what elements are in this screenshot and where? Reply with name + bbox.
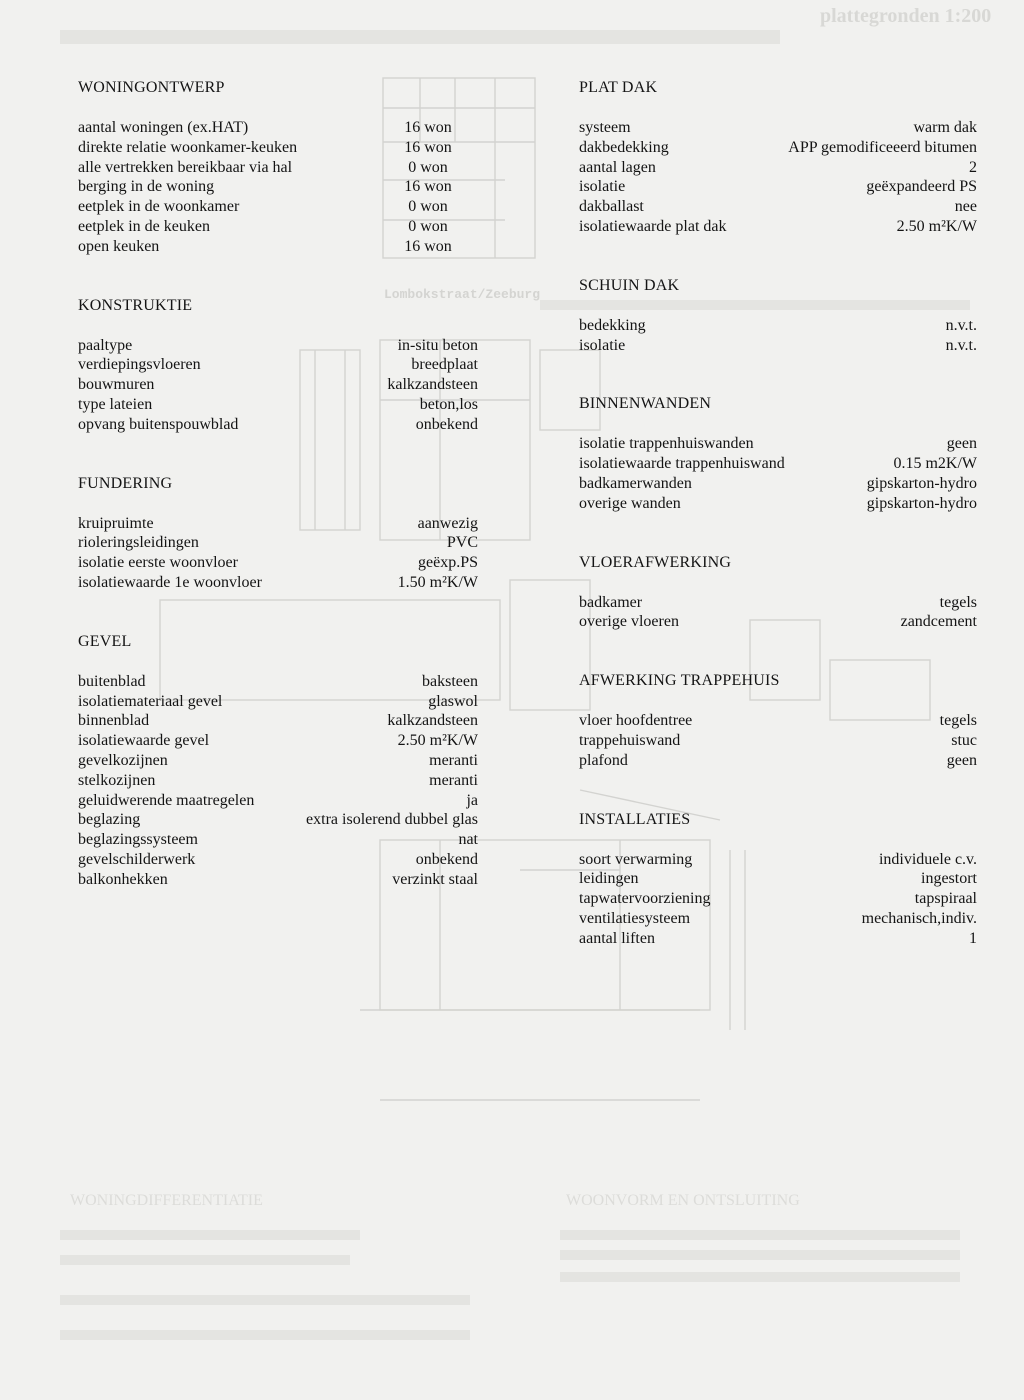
spec-value: gipskarton-hydro: [866, 474, 977, 492]
spec-row: [78, 415, 478, 435]
spec-label: geluidwerende maatregelen: [78, 791, 255, 809]
section-title: PLAT DAK: [579, 79, 658, 96]
spec-row: [579, 138, 977, 158]
spec-row: [78, 573, 478, 593]
spec-label: beglazing: [78, 811, 141, 829]
spec-label: isolatie eerste woonvloer: [78, 554, 238, 572]
spec-label: systeem: [579, 119, 631, 136]
spec-label: vloer hoofdentree: [579, 712, 693, 730]
spec-value: ja: [466, 791, 478, 809]
spec-row: [78, 771, 478, 791]
spec-label: isolatiewaarde trappenhuiswand: [579, 455, 785, 473]
spec-label: eetplek in de woonkamer: [78, 198, 240, 216]
spec-label: badkamerwanden: [579, 474, 692, 492]
spec-label: isolatie trappenhuiswanden: [579, 435, 754, 453]
spec-value: 16 won: [404, 237, 452, 255]
spec-value: verzinkt staal: [392, 870, 478, 888]
section-title: SCHUIN DAK: [579, 276, 680, 294]
spec-label: berging in de woning: [78, 178, 215, 196]
spec-label: eetplek in de keuken: [78, 217, 210, 235]
spec-label: isolatiewaarde 1e woonvloer: [78, 573, 262, 591]
spec-row: [78, 672, 478, 692]
spec-label: overige vloeren: [579, 613, 679, 631]
spec-row: [78, 692, 478, 712]
spec-label: paaltype: [78, 336, 133, 354]
spec-label: isolatiemateriaal gevel: [78, 692, 223, 710]
spec-value: geen: [946, 435, 977, 453]
spec-value: meranti: [429, 771, 478, 789]
spec-label: bouwmuren: [78, 376, 155, 394]
faded-footer-left-title: WONINGDIFFERENTIATIE: [70, 1192, 263, 1209]
spec-label: beglazingssysteem: [78, 831, 198, 849]
spec-row: [579, 474, 977, 494]
section-fundering: [78, 474, 478, 593]
spec-value: tapspiraal: [914, 890, 977, 908]
spec-label: tapwatervoorziening: [579, 890, 711, 908]
spec-value: kalkzandsteen: [387, 712, 478, 730]
spec-row: [78, 830, 478, 850]
spec-row: [78, 336, 478, 356]
spec-value: tegels: [939, 712, 977, 730]
spec-value: ingestort: [921, 870, 977, 888]
spec-row: [579, 434, 977, 454]
faded-footer-right-title: WOONVORM EN ONTSLUITING: [566, 1192, 800, 1209]
spec-value: gipskarton-hydro: [866, 494, 977, 512]
spec-label: plafond: [579, 751, 628, 769]
section-installaties: [579, 810, 977, 949]
spec-value: geëxp.PS: [418, 554, 478, 572]
spec-label: isolatiewaarde plat dak: [579, 217, 727, 235]
spec-value: individuele c.v.: [878, 850, 977, 868]
spec-row: [579, 889, 977, 909]
spec-label: gevelkozijnen: [78, 751, 168, 769]
faded-header-text: plattegronden 1:200: [820, 5, 992, 27]
spec-label: overige wanden: [579, 494, 681, 512]
spec-row: [78, 791, 478, 811]
spec-row: [579, 593, 977, 613]
spec-value: 16 won: [404, 178, 452, 196]
spec-row: [579, 316, 977, 336]
spec-label: dakbedekking: [579, 138, 669, 156]
section-afwerking-trappehuis: [579, 671, 977, 770]
spec-value: baksteen: [422, 672, 478, 690]
spec-row: [78, 355, 478, 375]
right-specification-column: [579, 78, 977, 949]
spec-label: buitenblad: [78, 672, 146, 690]
section-vloerafwerking: [579, 553, 977, 633]
spec-value: kalkzandsteen: [387, 376, 478, 394]
spec-value: tegels: [939, 593, 977, 611]
spec-row: [579, 454, 977, 474]
left-specification-column: [78, 78, 478, 890]
spec-row: [78, 514, 478, 534]
spec-value: n.v.t.: [945, 316, 977, 334]
spec-value: n.v.t.: [945, 336, 977, 354]
spec-row: [78, 751, 478, 771]
spec-value: 0 won: [408, 158, 448, 176]
section-plat-dak: [579, 78, 977, 237]
spec-row: [579, 197, 977, 217]
spec-value: geëxpandeerd PS: [866, 178, 977, 196]
faded-street-text: Lombokstraat/Zeeburg: [384, 287, 541, 302]
spec-label: bedekking: [579, 316, 646, 334]
spec-value: mechanisch,indiv.: [861, 909, 977, 927]
section-title: INSTALLATIES: [579, 810, 691, 828]
spec-row: [579, 711, 977, 731]
spec-label: aantal woningen (ex.HAT): [78, 119, 249, 136]
spec-value: zandcement: [900, 613, 977, 631]
spec-value: APP gemodificeeerd bitumen: [788, 138, 977, 156]
spec-row: [78, 158, 478, 178]
spec-row: [78, 375, 478, 395]
section-binnenwanden: [579, 394, 977, 513]
spec-label: type lateien: [78, 395, 153, 413]
spec-label: direkte relatie woonkamer-keuken: [78, 138, 298, 156]
spec-label: balkonhekken: [78, 870, 168, 888]
section-title: BINNENWANDEN: [579, 395, 712, 413]
spec-row: [579, 217, 977, 237]
spec-row: [78, 870, 478, 890]
spec-value: beton,los: [419, 395, 478, 413]
spec-row: [78, 850, 478, 870]
spec-value: warm dak: [913, 119, 977, 136]
spec-row: [78, 217, 478, 237]
spec-label: binnenblad: [78, 712, 150, 730]
spec-label: leidingen: [579, 870, 639, 888]
spec-row: [579, 158, 977, 178]
spec-row: [579, 909, 977, 929]
spec-row: [78, 553, 478, 573]
section-woningontwerp: [78, 78, 478, 257]
spec-label: aantal liften: [579, 929, 655, 947]
spec-value: 16 won: [404, 119, 452, 136]
spec-row: [579, 612, 977, 632]
spec-label: kruipruimte: [78, 514, 154, 532]
spec-label: rioleringsleidingen: [78, 534, 199, 552]
spec-value: meranti: [429, 751, 478, 769]
spec-value: 0 won: [408, 198, 448, 216]
spec-value: glaswol: [428, 692, 478, 710]
spec-row: [579, 850, 977, 870]
spec-label: open keuken: [78, 237, 160, 255]
spec-value: 1: [969, 929, 977, 947]
spec-row: [78, 711, 478, 731]
spec-row: [579, 177, 977, 197]
section-gevel: [78, 632, 478, 890]
spec-value: 16 won: [404, 138, 452, 156]
spec-value: onbekend: [415, 415, 478, 433]
spec-value: onbekend: [415, 850, 478, 868]
spec-label: opvang buitenspouwblad: [78, 415, 239, 433]
spec-label: gevelschilderwerk: [78, 850, 196, 868]
spec-value: 1.50 m²K/W: [397, 573, 478, 591]
spec-value: 2.50 m²K/W: [397, 732, 478, 750]
spec-row: [78, 197, 478, 217]
spec-row: [579, 869, 977, 889]
spec-value: 2.50 m²K/W: [896, 217, 977, 235]
spec-label: trappehuiswand: [579, 731, 681, 749]
spec-value: extra isolerend dubbel glas: [306, 811, 478, 829]
section-title: VLOERAFWERKING: [579, 553, 732, 571]
spec-label: soort verwarming: [579, 850, 693, 868]
spec-value: nat: [458, 831, 478, 849]
spec-label: isolatie: [579, 178, 626, 196]
spec-row: [78, 395, 478, 415]
spec-label: dakballast: [579, 198, 644, 216]
spec-row: [579, 929, 977, 949]
section-title: KONSTRUKTIE: [78, 296, 193, 314]
spec-value: in-situ beton: [397, 336, 478, 354]
spec-value: 0.15 m2K/W: [893, 455, 977, 473]
spec-value: 0 won: [408, 217, 448, 235]
spec-label: ventilatiesysteem: [579, 909, 691, 927]
spec-value: aanwezig: [417, 514, 478, 532]
spec-value: nee: [954, 198, 977, 216]
section-title: AFWERKING TRAPPEHUIS: [579, 672, 780, 690]
spec-label: stelkozijnen: [78, 771, 156, 789]
spec-row: [78, 118, 478, 138]
spec-row: [78, 177, 478, 197]
spec-row: [78, 138, 478, 158]
spec-row: [78, 237, 478, 257]
spec-row: [78, 533, 478, 553]
section-schuin-dak: [579, 276, 977, 356]
spec-row: [579, 118, 977, 138]
spec-row: [579, 731, 977, 751]
spec-label: alle vertrekken bereikbaar via hal: [78, 158, 293, 176]
spec-value: PVC: [446, 534, 478, 552]
section-title: FUNDERING: [78, 474, 173, 492]
spec-row: [579, 494, 977, 514]
spec-label: isolatie: [579, 336, 626, 354]
spec-value: breedplaat: [411, 356, 478, 374]
spec-label: badkamer: [579, 593, 643, 611]
spec-row: [78, 810, 478, 830]
spec-row: [78, 731, 478, 751]
spec-value: 2: [969, 158, 977, 176]
spec-value: stuc: [951, 731, 977, 749]
section-konstruktie: [78, 296, 478, 435]
spec-value: geen: [946, 751, 977, 769]
section-title: GEVEL: [78, 632, 132, 650]
spec-label: aantal lagen: [579, 158, 656, 176]
spec-label: verdiepingsvloeren: [78, 356, 201, 374]
spec-row: [579, 336, 977, 356]
spec-row: [579, 751, 977, 771]
spec-label: isolatiewaarde gevel: [78, 732, 210, 750]
section-title: WONINGONTWERP: [78, 79, 225, 96]
